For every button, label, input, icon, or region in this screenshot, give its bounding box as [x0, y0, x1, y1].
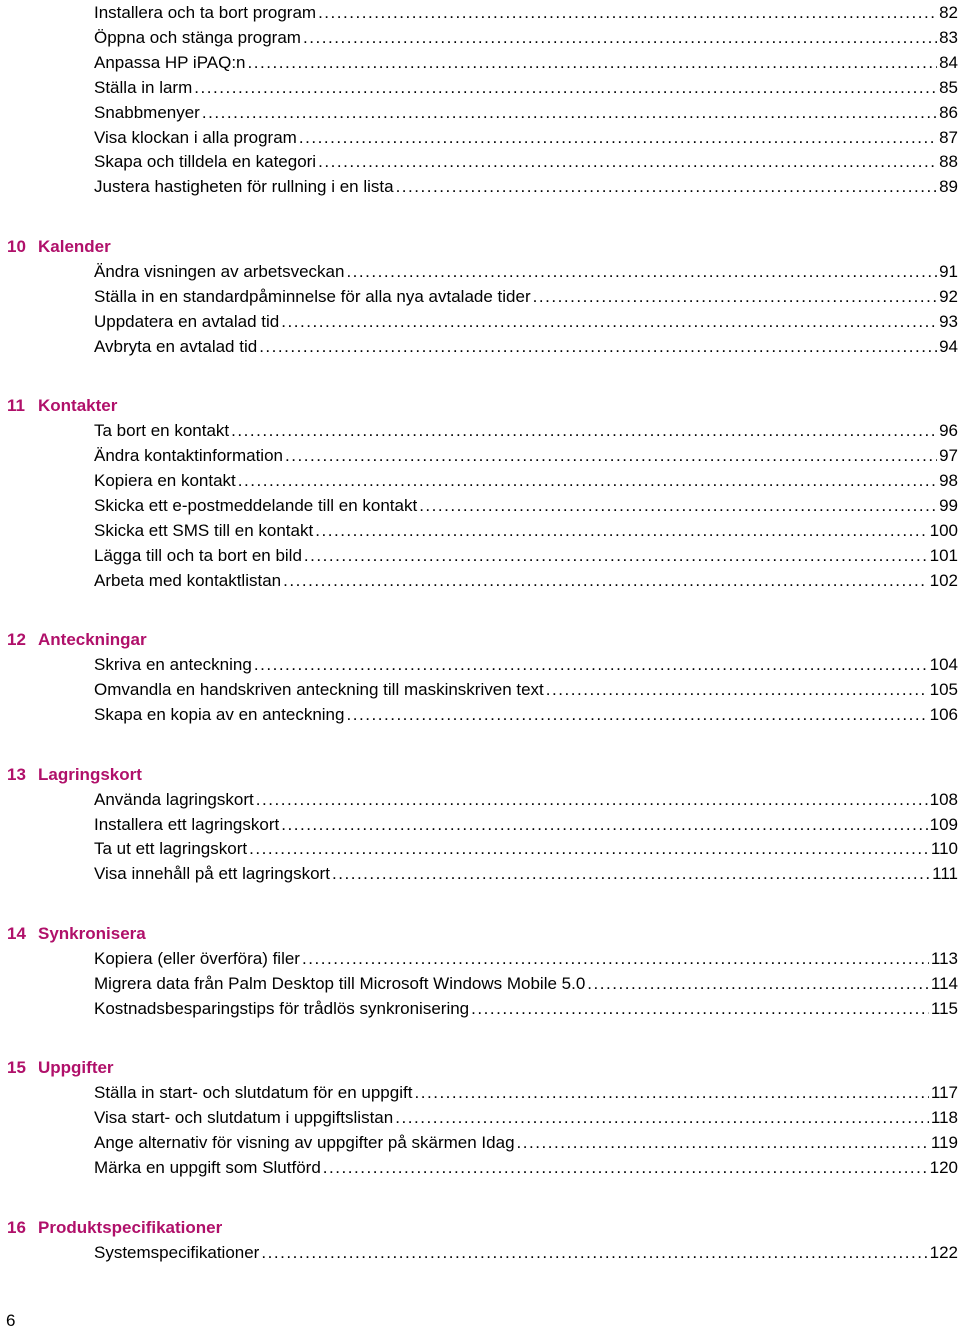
toc-entry-title: Installera och ta bort program — [94, 3, 317, 22]
dot-leader — [304, 543, 928, 568]
toc-entry-page: 86 — [939, 102, 958, 122]
dot-leader — [302, 946, 929, 971]
chapter-title: Lagringskort — [38, 764, 142, 784]
toc-entry-title: Kostnadsbesparingstips för trådlös synkronisering — [94, 998, 470, 1018]
toc-entry-page: 119 — [930, 1133, 958, 1153]
chapter-title: Uppgifter — [38, 1058, 114, 1078]
toc-entry-title: Migrera data från Palm Desktop till Microsoft Windows Mobile 5.0 — [94, 973, 586, 993]
toc-entry-title: Skapa och tilldela en kategori — [94, 152, 317, 172]
toc-entry-page: 111 — [932, 864, 958, 884]
toc-entry-page: 87 — [939, 127, 958, 147]
toc-entry-page: 82 — [939, 3, 958, 22]
toc-entry[interactable] — [94, 334, 958, 359]
toc-entry[interactable] — [94, 25, 958, 50]
toc-entry[interactable] — [94, 518, 958, 543]
toc-entry-page: 88 — [939, 152, 958, 172]
toc-entry-title: Märka en uppgift som Slutförd — [94, 1158, 321, 1177]
dot-leader — [202, 100, 937, 125]
chapter-number: 14 — [7, 924, 26, 943]
toc-entry-page: 91 — [939, 261, 958, 281]
toc-entry[interactable] — [94, 568, 958, 593]
toc-entry-page: 118 — [930, 1108, 958, 1128]
toc-entry[interactable] — [94, 149, 958, 174]
chapter-title: Anteckningar — [38, 630, 147, 650]
toc-entry[interactable] — [94, 174, 958, 199]
toc-entry-page: 117 — [930, 1083, 958, 1103]
dot-leader — [318, 0, 937, 25]
dot-leader — [414, 1080, 928, 1105]
toc-entry-page: 115 — [930, 998, 958, 1018]
chapter-title: Produktspecifikationer — [38, 1217, 223, 1237]
toc-entry-title: Arbeta med kontaktlistan — [94, 570, 282, 590]
dot-leader — [346, 259, 937, 284]
toc-entry[interactable] — [94, 75, 958, 100]
toc-entry-title: Ändra visningen av arbetsveckan — [94, 261, 345, 281]
toc-entry[interactable] — [94, 996, 958, 1021]
toc-entry-page: 83 — [939, 27, 958, 47]
dot-leader — [533, 284, 937, 309]
dot-leader — [396, 174, 938, 199]
dot-leader — [194, 75, 937, 100]
dot-leader — [281, 309, 937, 334]
toc-entry-title: Justera hastigheten för rullning i en lista — [94, 177, 394, 197]
toc-entry-page: 89 — [939, 177, 958, 197]
toc-entry-title: Avbryta en avtalad tid — [94, 336, 258, 356]
toc-entry-title: Skapa en kopia av en anteckning — [94, 705, 345, 724]
toc-entry-title: Omvandla en handskriven anteckning till maskinskriven text — [94, 680, 544, 700]
toc-entry[interactable] — [94, 1105, 958, 1130]
toc-entry-title: Kopiera en kontakt — [94, 471, 236, 490]
chapter-heading[interactable] — [7, 1055, 114, 1080]
chapter-heading[interactable] — [7, 921, 146, 946]
toc-entry-page: 102 — [929, 570, 958, 590]
dot-leader — [238, 468, 937, 493]
dot-leader — [315, 518, 927, 543]
toc-entry-title: Ställa in en standardpåminnelse för alla nya avtalade tider — [94, 286, 531, 306]
dot-leader — [587, 971, 929, 996]
toc-entry-page: 109 — [929, 814, 958, 834]
toc-entry-title: Lägga till och ta bort en bild — [94, 545, 302, 565]
toc-entry[interactable] — [94, 677, 958, 702]
toc-entry[interactable] — [94, 787, 958, 812]
toc-entry[interactable] — [94, 125, 958, 150]
dot-leader — [517, 1130, 929, 1155]
toc-entry-title: Kopiera (eller överföra) filer — [94, 948, 300, 968]
toc-entry[interactable] — [94, 468, 958, 493]
toc-entry-page: 85 — [939, 77, 958, 97]
toc-entry[interactable] — [94, 1080, 958, 1105]
toc-entry[interactable] — [94, 259, 958, 284]
dot-leader — [318, 149, 937, 174]
dot-leader — [299, 125, 937, 150]
toc-entry[interactable] — [94, 50, 958, 75]
dot-leader — [419, 493, 937, 518]
toc-entry-page: 106 — [929, 705, 958, 724]
dot-leader — [303, 25, 937, 50]
toc-entry[interactable] — [94, 652, 958, 677]
toc-entry-page: 114 — [930, 973, 958, 993]
dot-leader — [261, 1240, 927, 1265]
chapter-title: Kontakter — [38, 396, 118, 416]
chapter-number: 16 — [7, 1217, 26, 1237]
toc-entry-page: 93 — [939, 311, 958, 331]
toc-entry[interactable] — [94, 284, 958, 309]
dot-leader — [346, 702, 927, 727]
toc-entry[interactable] — [94, 1240, 958, 1265]
chapter-number: 11 — [7, 396, 25, 416]
toc-entry[interactable] — [94, 861, 958, 886]
toc-entry-title: Ange alternativ för visning av uppgifter på skärmen Idag — [94, 1133, 515, 1153]
toc-entry[interactable] — [94, 443, 958, 468]
toc-entry[interactable] — [94, 100, 958, 125]
page-number: 6 — [6, 1311, 16, 1330]
dot-leader — [285, 443, 937, 468]
toc-entry[interactable] — [94, 812, 958, 837]
toc-entry-title: Uppdatera en avtalad tid — [94, 311, 280, 331]
toc-entry[interactable] — [94, 946, 958, 971]
toc-entry[interactable] — [94, 0, 958, 25]
chapter-heading[interactable] — [7, 762, 142, 787]
toc-entry[interactable] — [94, 1130, 958, 1155]
toc-entry-title: Ställa in larm — [94, 77, 193, 97]
dot-leader — [254, 652, 928, 677]
chapter-number: 10 — [7, 237, 26, 256]
toc-entry-page: 122 — [929, 1242, 958, 1262]
dot-leader — [231, 418, 937, 443]
toc-entry[interactable] — [94, 971, 958, 996]
toc-entry[interactable] — [94, 1155, 958, 1180]
dot-leader — [248, 50, 938, 75]
toc-entry-page: 99 — [939, 495, 958, 515]
toc-entry-title: Anpassa HP iPAQ:n — [94, 52, 246, 72]
toc-entry-title: Visa start- och slutdatum i uppgiftslistan — [94, 1108, 394, 1128]
toc-entry[interactable] — [94, 418, 958, 443]
dot-leader — [546, 677, 928, 702]
toc-entry[interactable] — [94, 702, 958, 727]
dot-leader — [471, 996, 929, 1021]
toc-entry-page: 120 — [929, 1158, 958, 1177]
toc-entry-page: 92 — [939, 286, 958, 306]
toc-entry-page: 104 — [929, 655, 958, 675]
dot-leader — [395, 1105, 929, 1130]
toc-entry-page: 108 — [929, 789, 958, 809]
toc-entry-page: 98 — [939, 471, 958, 490]
toc-entry[interactable] — [94, 543, 958, 568]
toc-entry-title: Ta bort en kontakt — [94, 421, 230, 441]
toc-entry-page: 97 — [939, 446, 958, 466]
dot-leader — [323, 1155, 928, 1180]
toc-entry-title: Ställa in start- och slutdatum för en uppgift — [94, 1083, 413, 1103]
dot-leader — [259, 334, 937, 359]
toc-entry-title: Visa innehåll på ett lagringskort — [94, 864, 330, 884]
toc-entry-page: 101 — [929, 545, 958, 565]
toc-entry-title: Använda lagringskort — [94, 789, 254, 809]
chapter-heading[interactable] — [7, 393, 117, 418]
dot-leader — [332, 861, 930, 886]
toc-entry-title: Systemspecifikationer — [94, 1242, 260, 1262]
toc-entry-page: 94 — [939, 336, 958, 356]
toc-entry-title: Ändra kontaktinformation — [94, 446, 283, 466]
toc-entry-page: 96 — [939, 421, 958, 441]
toc-entry[interactable] — [94, 493, 958, 518]
chapter-heading[interactable] — [7, 627, 147, 652]
chapter-heading[interactable] — [7, 234, 111, 259]
chapter-number: 13 — [7, 764, 26, 784]
toc-entry[interactable] — [94, 836, 958, 861]
toc-entry-title: Skicka ett SMS till en kontakt — [94, 520, 314, 540]
toc-entry-page: 110 — [930, 839, 958, 859]
toc-entry-page: 113 — [930, 948, 958, 968]
toc-entry-title: Snabbmenyer — [94, 102, 200, 122]
chapter-number: 15 — [7, 1058, 26, 1078]
toc-entry-title: Skicka ett e-postmeddelande till en kontakt — [94, 495, 418, 515]
toc-entry-title: Installera ett lagringskort — [94, 814, 280, 834]
toc-entry-title: Visa klockan i alla program — [94, 127, 297, 147]
toc-entry[interactable] — [94, 309, 958, 334]
chapter-heading[interactable] — [7, 1215, 222, 1240]
dot-leader — [281, 812, 927, 837]
dot-leader — [249, 836, 929, 861]
toc-entry-page: 100 — [929, 520, 958, 540]
toc-entry-page: 105 — [929, 680, 958, 700]
toc-entry-page: 84 — [939, 52, 958, 72]
toc-entry-title: Öppna och stänga program — [94, 27, 301, 47]
chapter-title: Kalender — [38, 237, 111, 256]
toc-entry-title: Skriva en anteckning — [94, 655, 252, 675]
dot-leader — [283, 568, 928, 593]
chapter-title: Synkronisera — [38, 924, 146, 943]
chapter-number: 12 — [7, 630, 26, 650]
toc-entry-title: Ta ut ett lagringskort — [94, 839, 248, 859]
dot-leader — [256, 787, 928, 812]
